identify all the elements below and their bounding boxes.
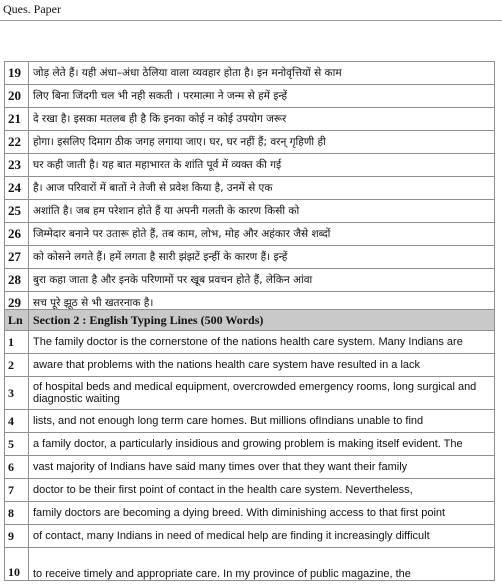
table-row <box>5 108 495 131</box>
line-number: 24 <box>5 177 29 200</box>
line-text: of contact, many Indians in need of medical help are finding it increasingly difficult <box>29 525 495 548</box>
line-number: 25 <box>5 200 29 223</box>
line-number: 26 <box>5 223 29 246</box>
line-text: अशांति है। जब हम परेशान होते हैं या अपनी गलती के कारण किसी को <box>29 200 495 223</box>
table-row <box>5 85 495 108</box>
line-text: doctor to be their first point of contact in the health care system. Nevertheless, <box>29 479 495 502</box>
line-number: 22 <box>5 131 29 154</box>
line-text: of hospital beds and medical equipment, overcrowded emergency rooms, long surgical and diagnostic waiting <box>29 377 495 410</box>
line-text: लिए बिना जिंदगी चल भी नही सकती । परमात्मा ने जन्म से हमें इन्हें <box>29 85 495 108</box>
table-row <box>5 223 495 246</box>
line-text: to receive timely and appropriate care. In my province of public magazine, the <box>29 548 495 581</box>
line-text: lists, and not enough long term care homes. But millions ofIndians unable to find <box>29 410 495 433</box>
table-row <box>5 502 495 525</box>
table-row <box>5 331 495 354</box>
hindi-typing-table <box>4 61 495 315</box>
table-row <box>5 200 495 223</box>
line-number: 10 <box>5 548 29 581</box>
line-number: 28 <box>5 269 29 292</box>
table-row <box>5 62 495 85</box>
line-number: 8 <box>5 502 29 525</box>
line-number: 2 <box>5 354 29 377</box>
line-text: को कोसने लगते हैं। हमें लगता है सारी झंझटें इन्हीं के कारण हैं। इन्हें <box>29 246 495 269</box>
table-row <box>5 548 495 581</box>
table-row <box>5 246 495 269</box>
table-row <box>5 354 495 377</box>
line-number: 21 <box>5 108 29 131</box>
table-row <box>5 525 495 548</box>
table-row <box>5 131 495 154</box>
table-row <box>5 377 495 410</box>
english-typing-table <box>4 309 495 581</box>
line-number: 6 <box>5 456 29 479</box>
line-text: जिम्मेदार बनाने पर उतारू होते हैं, तब काम, लोभ, मोह और अहंकार जैसे शब्दों <box>29 223 495 246</box>
table-row <box>5 456 495 479</box>
section-header-row <box>5 310 495 331</box>
line-number: 29 <box>5 292 29 315</box>
line-text: vast majority of Indians have said many times over that they want their family <box>29 456 495 479</box>
line-text: a family doctor, a particularly insidious and growing problem is making itself evident. The <box>29 433 495 456</box>
table-row <box>5 433 495 456</box>
line-text: दे रखा है। इसका मतलब ही है कि इनका कोई न कोई उपयोग जरूर <box>29 108 495 131</box>
line-number: 7 <box>5 479 29 502</box>
column-ln-header: Ln <box>5 310 29 331</box>
line-text: aware that problems with the nations health care system have resulted in a lack <box>29 354 495 377</box>
table-row <box>5 479 495 502</box>
page-header-title: Ques. Paper <box>3 2 61 16</box>
line-number: 4 <box>5 410 29 433</box>
section-title: Section 2 : English Typing Lines (500 Words) <box>29 310 495 331</box>
line-text: जोड़ लेते हैं। यही अंधा–अंधा ठेलिया वाला व्यवहार होता है। इन मनोवृत्तियों से काम <box>29 62 495 85</box>
line-number: 5 <box>5 433 29 456</box>
line-text: बुरा कहा जाता है और इनके परिणामों पर खूब प्रवचन होते हैं, लेकिन आंवा <box>29 269 495 292</box>
line-number: 9 <box>5 525 29 548</box>
line-text: The family doctor is the cornerstone of the nations health care system. Many Indians are <box>29 331 495 354</box>
table-row <box>5 154 495 177</box>
table-row <box>5 177 495 200</box>
line-text: घर कही जाती है। यह बात महाभारत के शांति पूर्व में व्यक्त की गई <box>29 154 495 177</box>
line-text: family doctors are becoming a dying breed. With diminishing access to that first point <box>29 502 495 525</box>
line-text: सच पूरे झूठ से भी खतरनाक है। <box>29 292 495 315</box>
line-text: है। आज परिवारों में बातों ने तेजी से प्रवेश किया है, उनमें से एक <box>29 177 495 200</box>
line-number: 19 <box>5 62 29 85</box>
line-text: होगा। इसलिए दिमाग ठीक जगह लगाया जाए। घर, घर नहीं हैं; वरन् गृहिणी ही <box>29 131 495 154</box>
table-row <box>5 269 495 292</box>
table-row <box>5 410 495 433</box>
line-number: 27 <box>5 246 29 269</box>
line-number: 20 <box>5 85 29 108</box>
line-number: 1 <box>5 331 29 354</box>
line-number: 23 <box>5 154 29 177</box>
line-number: 3 <box>5 377 29 410</box>
header-divider <box>0 20 502 21</box>
